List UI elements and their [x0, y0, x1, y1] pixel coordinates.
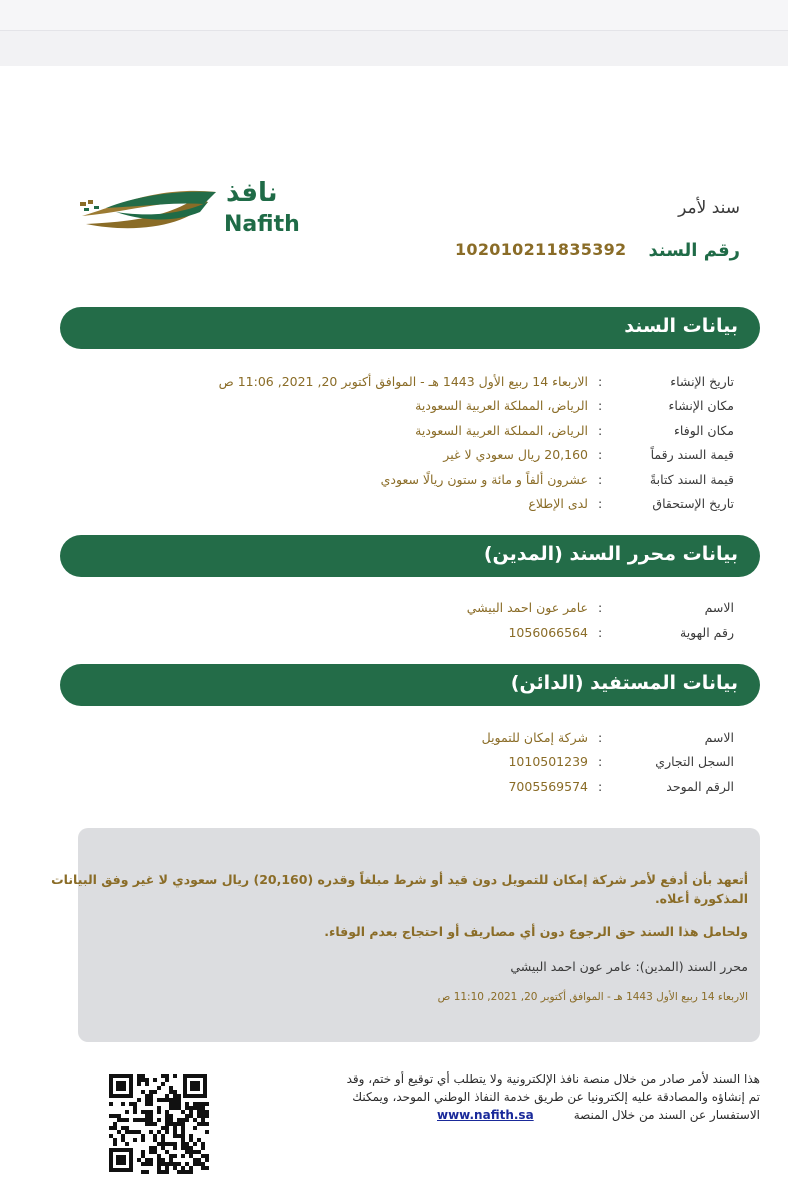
row-value: 1010501239	[508, 754, 588, 769]
section-bond-data	[60, 307, 760, 349]
row-label: قيمة السند رقماً	[650, 447, 734, 462]
row-label: الرقم الموحد	[666, 779, 734, 794]
row-value: عشرون ألفاً و مائة و ستون ريالًا سعودي	[380, 472, 588, 487]
recourse-line: ولحامل هذا السند حق الرجوع دون أي مصاريف أو احتجاج بعدم الوفاء.	[324, 924, 748, 939]
section-title: بيانات المستفيد (الدائن)	[510, 672, 738, 694]
section-creditor-data	[60, 664, 760, 706]
qr-code-icon	[103, 1068, 213, 1178]
row-label: السجل التجاري	[655, 754, 734, 769]
statement-timestamp: الاربعاء 14 ربيع الأول 1443 هـ - الموافق أكتوبر 20, 2021, 11:10 ص	[437, 991, 748, 1003]
row-colon: :	[598, 423, 603, 438]
row-label: مكان الإنشاء	[668, 398, 734, 413]
footer-note-line: تم إنشاؤه والمصادقة عليه إلكترونيا عن طريق خدمة النفاذ الوطني الموحد، ويمكنك	[352, 1090, 760, 1104]
page-gap	[0, 31, 788, 66]
row-label: مكان الوفاء	[674, 423, 734, 438]
row-colon: :	[598, 754, 603, 769]
row-value: 20,160 ريال سعودي لا غير	[443, 447, 588, 462]
row-colon: :	[598, 779, 603, 794]
row-value: شركة إمكان للتمويل	[481, 730, 588, 745]
pledge-statement-panel	[51, 828, 760, 1042]
footer-note-line: الاستفسار عن السند من خلال المنصة	[573, 1108, 760, 1122]
row-colon: :	[598, 447, 603, 462]
pledge-line: أتعهد بأن أدفع لأمر شركة إمكان للتمويل دون قيد أو شرط مبلغاً وقدره (20,160) ريال سعودي لا غير وفق البيانات	[51, 872, 748, 887]
row-value: لدى الإطلاع	[528, 496, 588, 511]
row-label: الاسم	[704, 600, 734, 615]
row-label: تاريخ الإستحقاق	[652, 496, 734, 511]
row-value: الرياض، المملكة العربية السعودية	[415, 398, 588, 413]
bond-number-label: رقم السند	[648, 240, 740, 261]
row-label: قيمة السند كتابةً	[649, 472, 734, 487]
row-value: عامر عون احمد البيشي	[466, 600, 588, 615]
row-value: الاربعاء 14 ربيع الأول 1443 هـ - الموافق أكتوبر 20, 2021, 11:06 ص	[218, 374, 588, 389]
section-title: بيانات السند	[624, 315, 738, 337]
row-value: 7005569574	[508, 779, 588, 794]
row-colon: :	[598, 398, 603, 413]
row-label: تاريخ الإنشاء	[670, 374, 734, 389]
row-colon: :	[598, 496, 603, 511]
section-debtor-data	[60, 535, 760, 577]
row-colon: :	[598, 625, 603, 640]
row-colon: :	[598, 472, 603, 487]
logo-arabic-text: نافذ	[226, 178, 278, 208]
row-label: الاسم	[704, 730, 734, 745]
row-value: الرياض، المملكة العربية السعودية	[415, 423, 588, 438]
section-title: بيانات محرر السند (المدين)	[483, 543, 738, 565]
row-value: 1056066564	[508, 625, 588, 640]
pledge-line: المذكورة أعلاه.	[654, 891, 748, 906]
row-colon: :	[598, 600, 603, 615]
bond-number-value: 102010211835392	[455, 240, 627, 259]
row-colon: :	[598, 730, 603, 745]
row-label: رقم الهوية	[680, 625, 734, 640]
debtor-signature-line: محرر السند (المدين): عامر عون احمد البيشي	[510, 959, 748, 974]
logo-english-text: Nafith	[224, 212, 300, 237]
row-colon: :	[598, 374, 603, 389]
footer-note-line: هذا السند لأمر صادر من خلال منصة نافذ الإلكترونية ولا يتطلب أي توقيع أو ختم، وقد	[346, 1072, 760, 1086]
nafith-website-link[interactable]: www.nafith.sa	[437, 1108, 534, 1122]
document-title: سند لأمر	[678, 198, 740, 218]
browser-top-bar	[0, 0, 788, 31]
